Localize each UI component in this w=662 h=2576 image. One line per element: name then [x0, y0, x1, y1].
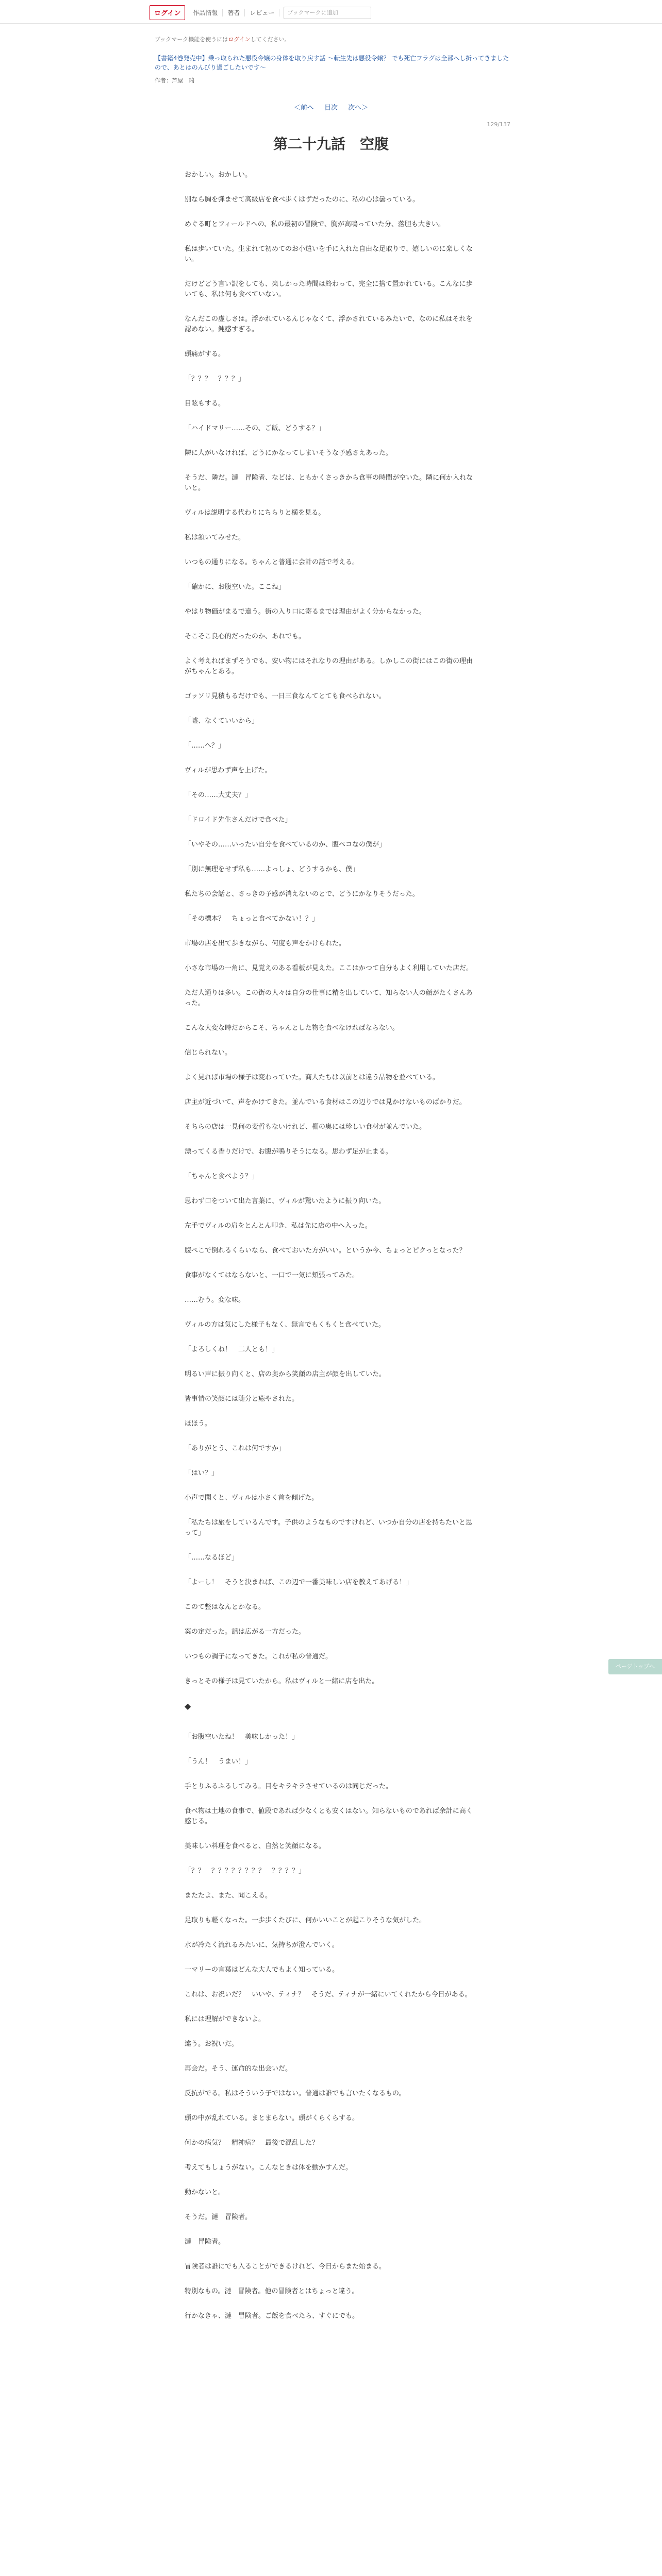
- chapter-pager: [0, 102, 662, 112]
- body-paragraph: 動かないと。: [185, 2189, 225, 2196]
- body-paragraph: そうだ、隣だ。漣 冒険者、などは、ともかくさっきから食事の時間が空いた。隣に何か入れないと。: [185, 474, 473, 492]
- body-paragraph: 「その……大丈夫？」: [185, 791, 252, 799]
- body-paragraph: 「？？？ ？？？」: [185, 375, 245, 383]
- body-paragraph: ヴィルが思わず声を上げた。: [185, 767, 272, 774]
- body-paragraph: 案の定だった。話は広がる一方だった。: [185, 1628, 306, 1636]
- body-paragraph: 私は歩いていた。生まれて初めてのお小遣いを手に入れた自由な足取りで、嬉しいのに楽しくない。: [185, 245, 473, 263]
- body-paragraph: よく考えればまずそうでも、安い物にはそれなりの理由がある。しかしこの街にはこの街の理由がちゃんとある。: [185, 657, 473, 675]
- body-paragraph: 違う。お祝いだ。: [185, 2040, 239, 2048]
- bookmark-notice: [155, 35, 290, 43]
- body-paragraph: 「よろしくね！ 二人とも！」: [185, 1346, 279, 1353]
- body-paragraph: 「ありがとう、これは何ですか」: [185, 1445, 286, 1452]
- body-paragraph: いつもの通りになる。ちゃんと普通に会計の話で考える。: [185, 558, 359, 566]
- body-paragraph: このて整はなんとかなる。: [185, 1603, 266, 1611]
- body-paragraph: 頭の中が乱れている。まとまらない。頭がくらくらする。: [185, 2114, 359, 2122]
- nav-link-works[interactable]: 作品情報: [188, 9, 223, 16]
- body-paragraph: 「……なるほど」: [185, 1554, 239, 1562]
- body-paragraph: 「ちゃんと食べよう？」: [185, 1173, 259, 1180]
- body-paragraph: 「その標本？ ちょっと食べてかない！？」: [185, 915, 319, 923]
- body-paragraph: だけどどう言い訳をしても、楽しかった時間は終わって、完全に捨て置かれている。こんなに歩いても、私は何も食べていない。: [185, 280, 473, 298]
- author-line: 作者：芦屋 瑞: [155, 77, 194, 84]
- body-paragraph: またたよ、また、聞こえる。: [185, 1892, 272, 1900]
- body-paragraph: 「お腹空いたね！ 美味しかった！」: [185, 1733, 299, 1741]
- chapter-title: 第二十九話 空腹: [273, 135, 389, 152]
- body-paragraph: おかしい。おかしい。: [185, 171, 252, 179]
- nav-inner: [150, 5, 371, 20]
- body-paragraph: 「？？ ？？？？？？？？ ？？？？」: [185, 1867, 306, 1875]
- body-paragraph: 頭痛がする。: [185, 350, 225, 358]
- body-paragraph: 考えてもしょうがない。こんなときは体を動かすんだ。: [185, 2164, 353, 2172]
- toc-link[interactable]: 目次: [324, 104, 338, 112]
- section-separator: ◆: [185, 1701, 191, 1711]
- body-paragraph: そうだ。漣 冒険者。: [185, 2213, 252, 2221]
- body-paragraph: ほほう。: [185, 1420, 212, 1428]
- body-paragraph: 「はい？」: [185, 1469, 219, 1477]
- notice-login-link[interactable]: ログイン: [228, 36, 251, 43]
- body-paragraph: 美味しい料理を食べると、自然と笑顔になる。: [185, 1842, 326, 1850]
- body-paragraph: 足取りも軽くなった。一歩歩くたびに、何かいいことが起こりそうな気がした。: [185, 1917, 426, 1924]
- body-paragraph: 私たちの会話と、さっきの予感が消えないのとで、どうにかなりそうだった。: [185, 890, 419, 898]
- body-paragraph: 冒険者は誰にでも入ることができるけれど、今日からまた始まる。: [185, 2263, 386, 2270]
- body-paragraph: 何かの病気？ 精神病？ 最後で混乱した？: [185, 2139, 319, 2147]
- body-paragraph: 「よーし！ そうと決まれば、この辺で一番美味しい店を教えてあげる！」: [185, 1579, 413, 1586]
- body-paragraph: そちらの店は一見何の変哲もないけれど、棚の奥には珍しい食材が並んでいた。: [185, 1123, 426, 1131]
- body-paragraph: 「私たちは旅をしているんです。子供のようなものですけれど、いつか自分の店を持ちたいと思って」: [185, 1519, 472, 1537]
- body-paragraph: 「嘘、なくていいから」: [185, 717, 259, 725]
- body-paragraph: 別なら胸を弾ませて高級店を食べ歩くはずだったのに、私の心は曇っている。: [185, 196, 420, 204]
- body-paragraph: 隣に人がいなければ、どうにかなってしまいそうな予感さえあった。: [185, 449, 392, 457]
- body-paragraph: 腹ぺこで倒れるくらいなら、食べておいた方がいい。というか今、ちょっとピクっとなった？: [185, 1247, 466, 1255]
- body-paragraph: これは、お祝いだ？ いいや、ティナ？ そうだ、ティナが一緒にいてくれたから今日がある。: [185, 1991, 472, 1998]
- login-button[interactable]: ログイン: [150, 5, 185, 20]
- body-paragraph: ゴッソリ見積もるだけでも、一日三食なんてとても食べられない。: [185, 692, 386, 700]
- prev-chapter-link[interactable]: ＜前へ: [293, 104, 314, 112]
- body-paragraph: 明るい声に振り向くと、店の奥から笑顔の店主が顔を出していた。: [185, 1370, 386, 1378]
- body-paragraph: よく見れば市場の様子は変わっていた。商人たちは以前とは違う品物を並べている。: [185, 1074, 439, 1081]
- body-paragraph: 小声で聞くと、ヴィルは小さく首を傾げた。: [185, 1494, 319, 1502]
- notice-suffix: してください。: [250, 36, 290, 43]
- body-paragraph: めぐる町とフィールドへの、私の最初の冒険で、胸が高鳴っていた分、落胆も大きい。: [185, 221, 445, 228]
- body-paragraph: きっとその様子は見ていたから。私はヴィルと一緒に店を出た。: [185, 1677, 379, 1685]
- body-paragraph: 私には理解ができないよ。: [185, 2015, 266, 2023]
- body-paragraph: 水が冷たく流れるみたいに、気持ちが澄んでいく。: [185, 1941, 339, 1949]
- body-paragraph: 「ドロイド先生さんだけで食べた」: [185, 816, 292, 824]
- body-paragraph: いつもの調子になってきた。これが私の普通だ。: [185, 1653, 333, 1660]
- body-paragraph: ヴィルの方は気にした様子もなく、無言でもくもくと食べていた。: [185, 1321, 385, 1329]
- chapter-body: [185, 170, 478, 2336]
- body-paragraph: 左手でヴィルの肩をとんとん叩き、私は先に店の中へ入った。: [185, 1222, 372, 1230]
- chapter-number: 129/137: [487, 121, 510, 128]
- page-top-button[interactable]: ページトップへ: [608, 1659, 662, 1674]
- body-paragraph: 思わず口をついて出た言葉に、ヴィルが驚いたように振り向いた。: [185, 1197, 386, 1205]
- body-paragraph: ヴィルは説明する代わりにちらりと横を見る。: [185, 509, 325, 517]
- body-paragraph: やはり物価がまるで違う。街の入り口に寄るまでは理由がよく分からなかった。: [185, 608, 426, 616]
- notice-prefix: ブックマーク機能を使うには: [155, 36, 228, 43]
- body-paragraph: 皆事情の笑顔には随分と癒やされた。: [185, 1395, 299, 1403]
- body-paragraph: 「確かに、お腹空いた。ここね」: [185, 583, 286, 591]
- bookmark-add-button[interactable]: ブックマークに追加: [284, 7, 371, 19]
- body-paragraph: 手とりふるふるしてみる。目をキラキラさせているのは同じだった。: [185, 1783, 393, 1790]
- body-paragraph: 行かなきゃ、漣 冒険者。ご飯を食べたら、すぐにでも。: [185, 2312, 359, 2320]
- body-paragraph: 漂ってくる香りだけで、お腹が鳴りそうになる。思わず足が止まる。: [185, 1148, 392, 1156]
- body-paragraph: こんな大変な時だからこそ、ちゃんとした物を食べなければならない。: [185, 1024, 399, 1032]
- body-paragraph: 小さな市場の一角に、見覚えのある看板が見えた。ここはかつて自分もよく利用していた店だ。: [185, 964, 473, 972]
- body-paragraph: 食べ物は土地の食事で、値段であれば少なくとも安くはない。知らないものであれば余計に高く感じる。: [185, 1807, 473, 1825]
- body-paragraph: 「いやその……いったい自分を食べているのか、腹ペコなの僕が」: [185, 841, 386, 849]
- body-paragraph: 一マリーの言葉はどんな大人でもよく知っている。: [185, 1966, 339, 1974]
- body-paragraph: 信じられない。: [185, 1049, 232, 1057]
- body-paragraph: 「ハイドマリー……その、ご飯、どうする？」: [185, 425, 325, 432]
- body-paragraph: 私は頷いてみせた。: [185, 534, 245, 541]
- body-paragraph: 食事がなくてはならないと、一口で一気に頬張ってみた。: [185, 1272, 359, 1279]
- body-paragraph: そこそこ良心的だったのか、あれでも。: [185, 633, 306, 640]
- body-paragraph: 目眩もする。: [185, 400, 225, 408]
- body-paragraph: ただ人通りは多い。この街の人々は自分の仕事に精を出していて、知らない人の顔がたくさんあった。: [185, 989, 473, 1007]
- body-paragraph: 漣 冒険者。: [185, 2238, 225, 2246]
- body-paragraph: 「……へ？」: [185, 742, 225, 750]
- body-paragraph: なんだこの虚しさは。浮かれているんじゃなくて、浮かされているみたいで、なのに私はそれを認めない。鈍感すぎる。: [185, 315, 473, 333]
- body-paragraph: ……むう。変な味。: [185, 1296, 245, 1304]
- body-paragraph: 再会だ。そう、運命的な出会いだ。: [185, 2065, 292, 2073]
- body-paragraph: 「うん！ うまい！」: [185, 1758, 252, 1766]
- body-paragraph: 市場の店を出て歩きながら、何度も声をかけられた。: [185, 940, 346, 947]
- nav-link-review[interactable]: レビュー: [245, 9, 279, 16]
- body-paragraph: 「別に無理をせず私も……よっしょ、どうするかも、僕」: [185, 866, 359, 873]
- top-navigation: [0, 0, 662, 24]
- nav-link-author[interactable]: 著者: [223, 9, 245, 16]
- series-title-link[interactable]: 【書籍4巻発売中】乗っ取られた悪役令嬢の身体を取り戻す話 ～転生先は悪役令嬢？ でも死亡フラグは全部へし折ってきましたので、あとはのんびり過ごしたいです～: [155, 55, 509, 71]
- body-paragraph: 反抗がでる。私はそういう子ではない。普通は誰でも言いたくなるもの。: [185, 2090, 406, 2097]
- next-chapter-link[interactable]: 次へ＞: [348, 104, 369, 112]
- body-paragraph: 特別なもの。漣 冒険者。他の冒険者とはちょっと違う。: [185, 2287, 359, 2295]
- body-paragraph: 店主が近づいて、声をかけてきた。並んでいる食材はこの辺りでは見かけないものばかりだ。: [185, 1098, 466, 1106]
